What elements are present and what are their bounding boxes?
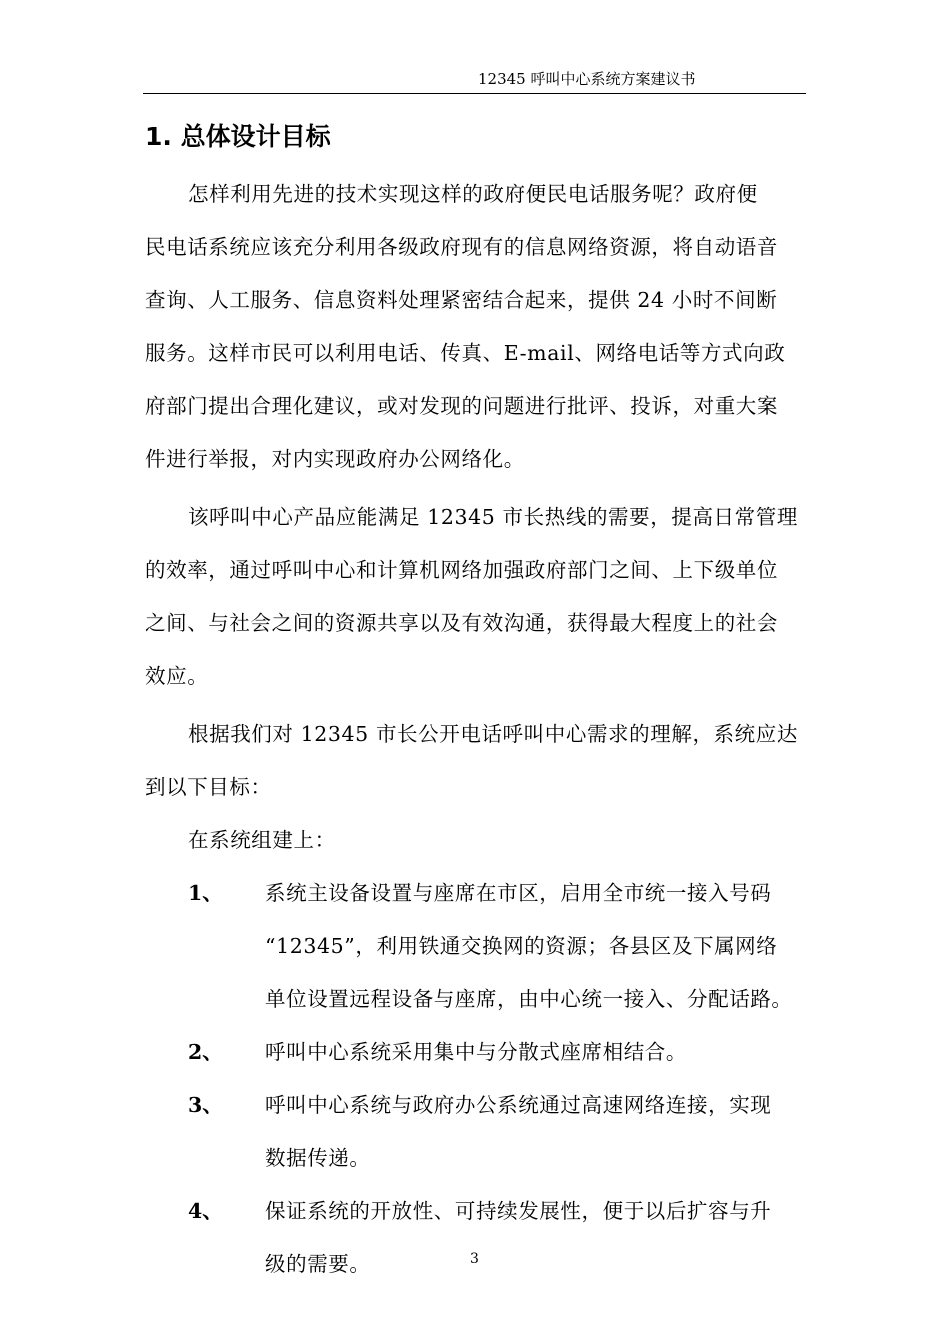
list-item-line: 级的需要。 <box>265 1252 371 1276</box>
paragraph-line: 怎样利用先进的技术实现这样的政府便民电话服务呢？政府便 <box>188 182 758 206</box>
list-item-line: “12345”，利用铁通交换网的资源；各县区及下属网络 <box>265 934 778 958</box>
list-item-line: 呼叫中心系统与政府办公系统通过高速网络连接，实现 <box>265 1093 772 1117</box>
list-item-number: 2、 <box>188 1040 223 1064</box>
paragraph-line: 民电话系统应该充分利用各级政府现有的信息网络资源，将自动语音 <box>145 235 778 259</box>
paragraph-line: 到以下目标： <box>145 775 272 799</box>
list-item-line: 数据传递。 <box>265 1146 371 1170</box>
page-header: 12345 呼叫中心系统方案建议书 <box>478 70 696 88</box>
paragraph-line: 府部门提出合理化建议，或对发现的问题进行批评、投诉，对重大案 <box>145 394 778 418</box>
list-item-line: 保证系统的开放性、可持续发展性，便于以后扩容与升 <box>265 1199 772 1223</box>
list-item-number: 1、 <box>188 881 223 905</box>
header-divider <box>143 93 806 94</box>
paragraph-line: 该呼叫中心产品应能满足 12345 市长热线的需要，提高日常管理 <box>188 505 798 529</box>
paragraph-line: 件进行举报，对内实现政府办公网络化。 <box>145 447 525 471</box>
paragraph-line: 效应。 <box>145 664 209 688</box>
list-item-number: 3、 <box>188 1093 223 1117</box>
paragraph-line: 之间、与社会之间的资源共享以及有效沟通，获得最大程度上的社会 <box>145 611 778 635</box>
page-number: 3 <box>470 1251 479 1267</box>
section-label: 在系统组建上： <box>188 828 336 852</box>
paragraph-line: 的效率，通过呼叫中心和计算机网络加强政府部门之间、上下级单位 <box>145 558 778 582</box>
list-item-line: 单位设置远程设备与座席，由中心统一接入、分配话路。 <box>265 987 793 1011</box>
list-item-line: 系统主设备设置与座席在市区，启用全市统一接入号码 <box>265 881 772 905</box>
paragraph-line: 服务。这样市民可以利用电话、传真、E-mail、网络电话等方式向政 <box>145 341 786 365</box>
section-title: 1. 总体设计目标 <box>145 122 331 151</box>
paragraph-line: 根据我们对 12345 市长公开电话呼叫中心需求的理解，系统应达 <box>188 722 798 746</box>
list-item-line: 呼叫中心系统采用集中与分散式座席相结合。 <box>265 1040 687 1064</box>
list-item-number: 4、 <box>188 1199 223 1223</box>
paragraph-line: 查询、人工服务、信息资料处理紧密结合起来，提供 24 小时不间断 <box>145 288 778 312</box>
